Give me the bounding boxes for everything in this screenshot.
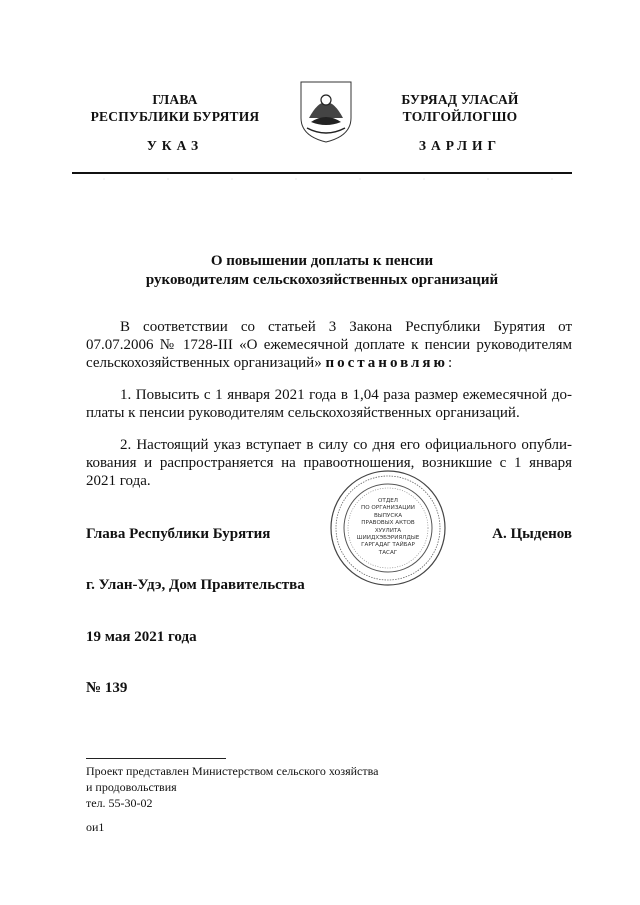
header-left-block (80, 91, 270, 154)
item1-line2: платы к пенсии руководителям сельскохозяйственных организаций. (86, 405, 520, 421)
header-right-line2: ТОЛГОЙЛОГШО (402, 109, 518, 124)
item1-line1: 1. Повысить с 1 января 2021 года в 1,04 раза размер ежемесячной до- (120, 387, 572, 403)
header-left-line2: РЕСПУБЛИКИ БУРЯТИЯ (90, 109, 260, 124)
signatory-position: Глава Республики Бурятия (86, 526, 271, 542)
document-title (72, 252, 572, 290)
title-line1: О повышении доплаты к пенсии (210, 253, 434, 269)
place-of-signing: г. Улан-Удэ, Дом Правительства (86, 577, 305, 593)
stamp-line1: ОТДЕЛ (378, 498, 398, 504)
signatory-name: А. Цыденов (492, 526, 572, 542)
official-stamp (328, 468, 448, 588)
header-divider (72, 172, 572, 174)
stamp-line4: ПРАВОВЫХ АКТОВ (361, 520, 415, 527)
footer-divider (86, 758, 226, 759)
paragraph-preamble (86, 318, 572, 372)
preamble-line2: 07.07.2006 № 1728-III «О ежемесячной доплате к пенсии руководителям (86, 337, 572, 353)
footer-phone: тел. 55-30-02 (86, 796, 153, 810)
header-left-line1: ГЛАВА (152, 92, 198, 107)
decree-word: постановляю (325, 355, 448, 371)
item2-line1: 2. Настоящий указ вступает в силу со дня его официального опубли- (120, 437, 572, 453)
footer-line1: Проект представлен Министерством сельского хозяйства (86, 764, 379, 778)
item2-line2: кования и распространяется на правоотношения, возникшие с 1 января (86, 455, 572, 471)
header-right-block (365, 91, 555, 154)
decree-date: 19 мая 2021 года (86, 629, 197, 645)
paragraph-item-1 (86, 386, 572, 422)
preamble-line3-text: сельскохозяйственных организаций» (86, 355, 322, 371)
header-right-line1: БУРЯАД УЛАСАЙ (401, 92, 519, 107)
footer-code: ои1 (86, 820, 105, 834)
footer-line2: и продовольствия (86, 780, 177, 794)
footer-note (86, 763, 526, 835)
item2-line3: 2021 года. (86, 473, 151, 489)
stamp-line5: ХУУЛИТА (374, 527, 402, 534)
stamp-line3: ВЫПУСКА (373, 512, 403, 519)
coat-of-arms-emblem (297, 78, 355, 144)
title-line2: руководителям сельскохозяйственных организаций (145, 272, 499, 288)
decree-colon: : (447, 355, 453, 371)
header-divider-dots (72, 176, 572, 182)
stamp-line2: ПО ОРГАНИЗАЦИИ (361, 505, 415, 512)
stamp-line6: ШИИДХЭБЭРИЯЛДЫЕ (356, 535, 420, 542)
stamp-line7: ГАРГАДАГ ТАЙБАР (361, 542, 415, 549)
doc-type-left: УКАЗ (146, 138, 204, 153)
preamble-line3 (86, 354, 572, 372)
preamble-line1: В соответствии со статьей 3 Закона Республики Бурятия от (120, 319, 572, 335)
doc-type-right: ЗАРЛИГ (418, 138, 502, 153)
decree-number: № 139 (86, 680, 128, 696)
stamp-line8: ТАСАГ (378, 549, 398, 556)
